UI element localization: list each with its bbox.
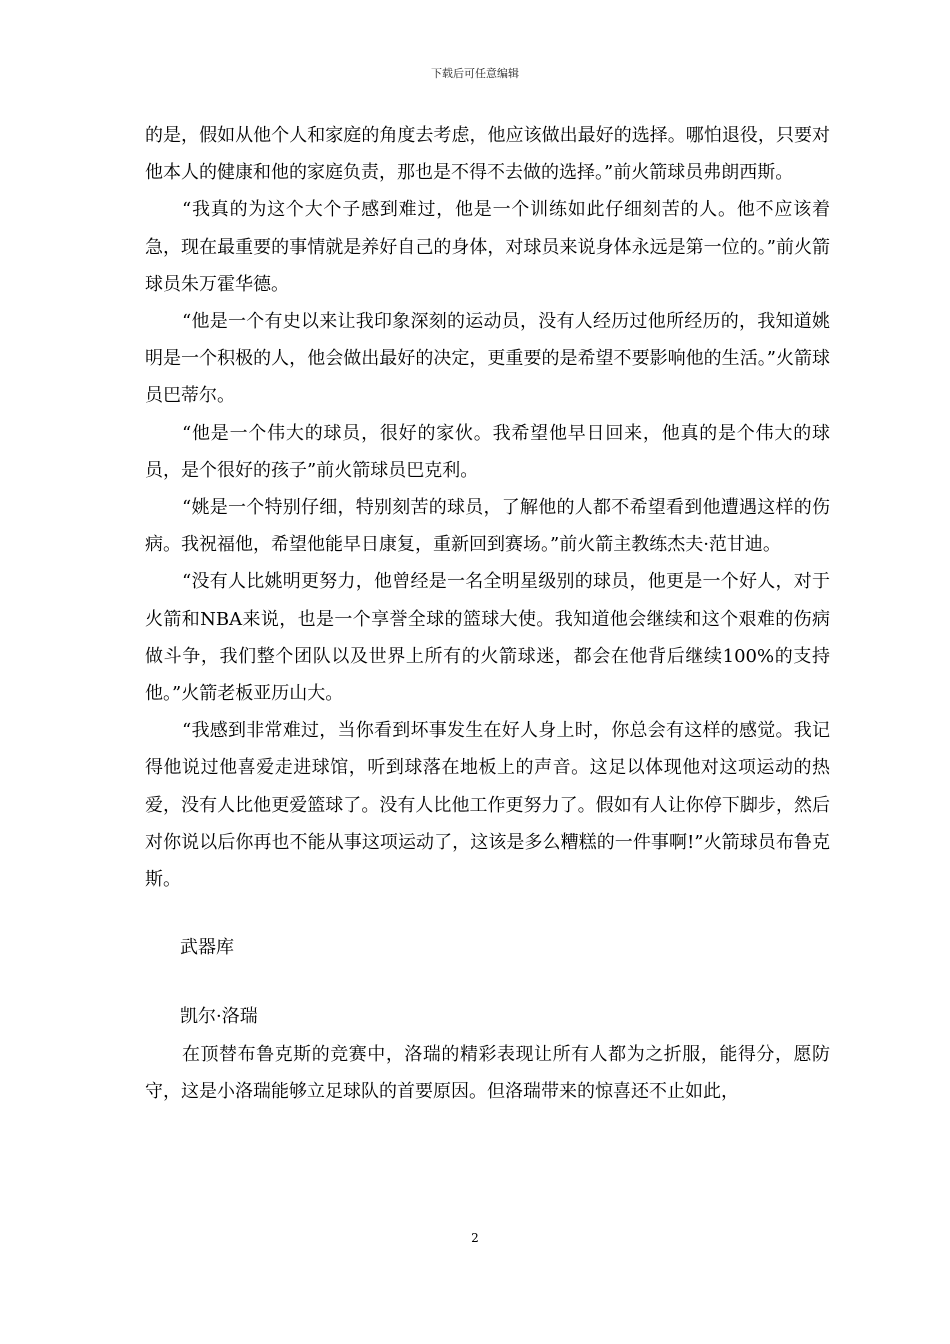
section-spacer (145, 898, 830, 929)
section-heading: 武器库 (180, 937, 234, 959)
paragraph-brooks-quote: “我感到非常难过，当你看到坏事发生在好人身上时，你总会有这样的感觉。我记得他说过他喜爱走进球馆，听到球落在地板上的声音。这足以体现他对这项运动的热爱，没有人比他更爱篮球了。没有人比他工作更努力了。假如有人让你停下脚步，然后对你说以后你再也不能从事这项运动了，这该是多么糟糕的一件事啊!”火箭球员布鲁克斯。 (145, 720, 830, 891)
section-spacer (145, 966, 830, 998)
page-number: 2 (471, 1231, 479, 1245)
paragraph-van-gundy-quote: “姚是一个特别仔细，特别刻苦的球员，了解他的人都不希望看到他遭遇这样的伤病。我祝福他，希望他能早日康复，重新回到赛场。”前火箭主教练杰夫·范甘迪。 (145, 497, 830, 556)
paragraph-battier-quote: “他是一个有史以来让我印象深刻的运动员，没有人经历过他所经历的，我知道姚明是一个积极的人，他会做出最好的决定，更重要的是希望不要影响他的生活。”火箭球员巴蒂尔。 (145, 311, 830, 407)
paragraph-howard-quote: “我真的为这个大个子感到难过，他是一个训练如此仔细刻苦的人。他不应该着急，现在最重要的事情就是养好自己的身体，对球员来说身体永远是第一位的。”前火箭球员朱万霍华德。 (145, 199, 830, 295)
sub-heading: 凯尔·洛瑞 (180, 1006, 258, 1028)
paragraph-lowry-intro: 在顶替布鲁克斯的竞赛中，洛瑞的精彩表现让所有人都为之折服，能得分，愿防守，这是小洛瑞能够立足球队的首要原因。但洛瑞带来的惊喜还不止如此， (145, 1043, 830, 1102)
paragraph-francis-quote: 的是，假如从他个人和家庭的角度去考虑，他应该做出最好的选择。哪怕退役，只要对他本人的健康和他的家庭负责，那也是不得不去做的选择。”前火箭球员弗朗西斯。 (145, 125, 830, 184)
paragraph-barkley-quote: “他是一个伟大的球员，很好的家伙。我希望他早日回来，他真的是个伟大的球员，是个很好的孩子”前火箭球员巴克利。 (145, 422, 830, 481)
document-body (145, 117, 830, 1110)
page-header: 下载后可任意编辑 (431, 67, 519, 80)
paragraph-alexander-quote: “没有人比姚明更努力，他曾经是一名全明星级别的球员，他更是一个好人，对于火箭和NBA来说，也是一个享誉全球的篮球大使。我知道他会继续和这个艰难的伤病做斗争，我们整个团队以及世界上所有的火箭球迷，都会在他背后继续100%的支持他。”火箭老板亚历山大。 (145, 571, 830, 705)
